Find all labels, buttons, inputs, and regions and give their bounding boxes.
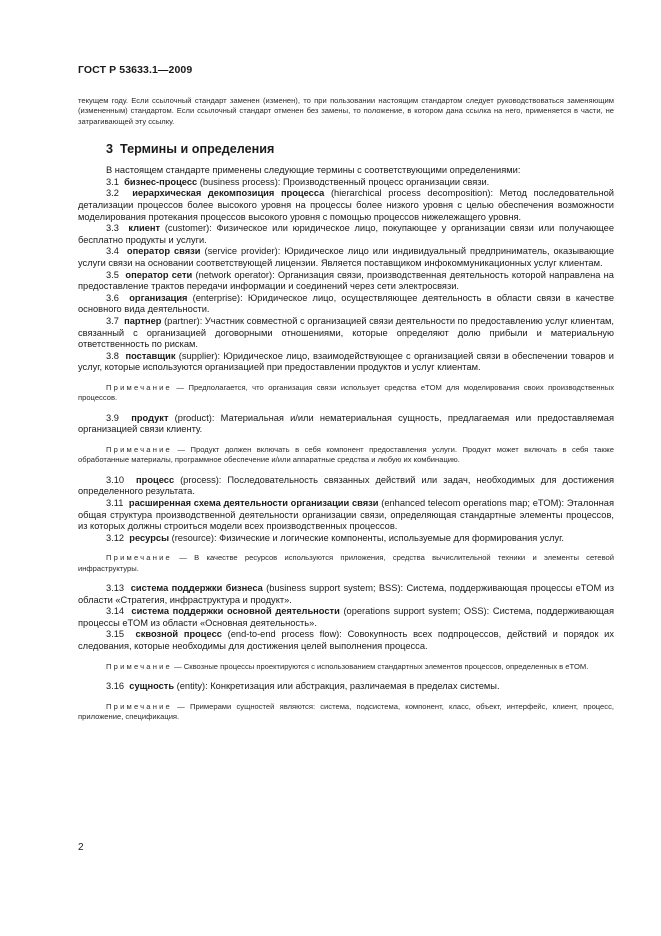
term-definition: (entity): Конкретизация или абстракция, различаемая в пределах системы. (174, 681, 500, 692)
term-entry (78, 606, 614, 629)
term-number: 3.5 (106, 269, 119, 280)
term-entry (78, 533, 614, 545)
term-entry (78, 413, 614, 436)
term-entry (78, 177, 614, 189)
note-dash: — (171, 382, 189, 392)
term-name: сквозной процесс (135, 629, 222, 640)
note-label: Примечание (106, 553, 172, 563)
term-definition: (customer): Физическое или юридическое лицо, покупающее у организации связи или получающее бесплатно продукты и услуги. (78, 223, 615, 245)
lead-paragraph: В настоящем стандарте применены следующие термины с соответствующими определениями: (106, 165, 521, 176)
term-entry (78, 351, 614, 374)
term-number: 3.11 (106, 497, 124, 508)
section-number: 3 (106, 142, 114, 157)
note-paragraph (78, 383, 614, 404)
note-label: Примечание (106, 701, 172, 711)
term-name: расширенная схема деятельности организации связи (128, 497, 379, 508)
term-number: 3.9 (106, 412, 119, 423)
term-definition: (network operator): Организация связи, производственная деятельность которой направлена на предоставление трактов передачи информации и соединений через сети электросвязи. (78, 269, 614, 292)
note-paragraph (78, 702, 614, 723)
note-dash: — (171, 444, 191, 454)
note-paragraph (78, 445, 614, 466)
term-entry (78, 293, 614, 316)
term-number: 3.4 (106, 246, 119, 257)
term-number: 3.15 (106, 629, 125, 640)
term-number: 3.8 (106, 350, 119, 361)
note-dash: — (171, 553, 195, 563)
note-text: Продукт должен включать в себя компонент предоставления услуги. Продукт может включать в себя также обработанные материалы, программное обеспечение и/или аппаратные средства и любую их комбинацию. (78, 444, 614, 465)
term-definition: (partner): Участник совместной с организацией связи деятельности по предоставлению услуг клиентам, связанный с организацией договорными отношениями, которые определяют долю прибыли и материальную ответственность по рискам. (78, 315, 614, 350)
term-definition: (enterprise): Юридическое лицо, осуществляющее деятельность в области связи в качестве основного вида деятельности. (78, 292, 614, 315)
term-name: сущность (129, 681, 175, 692)
term-name: оператор сети (125, 269, 193, 280)
term-entry (78, 188, 614, 223)
term-number: 3.13 (106, 583, 125, 594)
term-name: система поддержки основной деятельности (131, 606, 340, 617)
term-number: 3.2 (106, 188, 119, 199)
section-title: Термины и определения (120, 142, 275, 157)
term-name: продукт (131, 412, 169, 423)
note-text: В качестве ресурсов используются приложения, средства вычислительной техники и элементы сетевой инфраструктуры. (78, 553, 614, 573)
term-entry (78, 498, 614, 533)
note-paragraph (78, 553, 614, 574)
term-definition: (supplier): Юридическое лицо, взаимодействующее с организацией связи в обеспечении товаров и услуг, которые используются организацией при предоставлении продуктов и услуг клиентам. (78, 350, 615, 373)
term-definition: (process): Последовательность связанных действий или задач, необходимых для достижения определенного результата. (78, 474, 614, 497)
term-number: 3.14 (106, 606, 125, 617)
term-number: 3.1 (106, 176, 119, 187)
term-name: организация (129, 292, 188, 303)
term-definition: (hierarchical process decomposition): Метод последовательной детализации процессов более высокого уровня на процессы более низкого уровня с целью обеспечения возможности моделирования протекания процессов высокого уровня с помощью процессов нижележащего уровня. (78, 188, 615, 222)
term-number: 3.7 (106, 315, 119, 326)
note-text: Примерами сущностей являются: система, подсистема, компонент, класс, объект, интерфейс, клиент, процесс, приложение, спецификация. (78, 701, 614, 722)
term-definition: (service provider): Юридическое лицо или индивидуальный предприниматель, оказывающие услуги связи на основании соответствующей лицензии. Является поставщиком инфокоммуникационных услуг клиентам. (78, 246, 615, 268)
term-name: поставщик (125, 350, 176, 361)
note-text: Сквозные процессы проектируются с использованием стандартных элементов процессов, определенных в eTOM. (183, 661, 589, 671)
terms-list (78, 177, 614, 723)
note-paragraph (78, 662, 614, 672)
note-dash: — (171, 701, 190, 711)
term-entry (78, 223, 614, 246)
term-name: иерархическая декомпозиция процесса (132, 188, 325, 199)
term-number: 3.3 (106, 223, 119, 234)
page-content (78, 96, 614, 731)
document-header: ГОСТ Р 53633.1—2009 (78, 64, 193, 76)
term-entry (78, 629, 614, 652)
section-heading (78, 141, 614, 157)
term-name: система поддержки бизнеса (130, 583, 263, 594)
note-label: Примечание (106, 661, 172, 671)
term-name: бизнес-процесс (124, 176, 198, 187)
page-number: 2 (78, 842, 84, 853)
term-definition: (end-to-end process flow): Совокупность всех подпроцессов, действий и порядок их следования, которые необходимы для достижения целей выполнения процесса. (78, 629, 614, 652)
term-number: 3.12 (106, 532, 125, 543)
term-name: клиент (128, 223, 161, 234)
term-entry (78, 475, 614, 498)
note-label: Примечание (106, 382, 172, 392)
term-definition: (product): Материальная и/или нематериальная сущность, предлагаемая или предоставляемая организацией связи клиенту. (78, 412, 614, 435)
term-number: 3.6 (106, 292, 119, 303)
term-definition: (business support system; BSS): Система, поддерживающая процессы eTOM из области «Стратегия, инфраструктура и продукт». (78, 583, 615, 605)
note-dash: — (171, 661, 184, 671)
term-name: процесс (136, 474, 175, 485)
term-entry (78, 681, 614, 693)
term-entry (78, 583, 614, 606)
intro-paragraph: текущем году. Если ссылочный стандарт заменен (изменен), то при пользовании настоящим стандартом следует руководствоваться заменяющим (измененным) стандартом. Если ссылочный стандарт отменен без замены, то положение, в котором дана ссылка на него, применяется в части, не затрагивающей эту ссылку. (78, 96, 614, 126)
term-number: 3.16 (106, 681, 125, 692)
term-definition: (resource): Физические и логические компоненты, используемые для формирования услуг. (169, 532, 564, 543)
term-entry (78, 316, 614, 351)
term-definition: (enhanced telecom operations map; eTOM): Эталонная общая структура производственной деятельности организации связи, определяющая стандартные элементы процессов, из которых должны строиться модели всех производственных процессов. (78, 497, 614, 532)
note-label: Примечание (106, 444, 172, 454)
term-name: ресурсы (129, 532, 170, 543)
term-definition: (business process): Производственный процесс организации связи. (197, 176, 490, 187)
term-number: 3.10 (106, 474, 125, 485)
term-entry (78, 270, 614, 293)
term-definition: (operations support system; OSS): Система, поддерживающая процессы eTOM из области «Основная деятельность». (78, 606, 614, 628)
term-entry (78, 246, 614, 269)
term-name: оператор связи (126, 246, 201, 257)
note-text: Предполагается, что организация связи использует средства eTOM для моделирования своих производственных процессов. (78, 382, 614, 403)
term-name: партнер (124, 315, 162, 326)
